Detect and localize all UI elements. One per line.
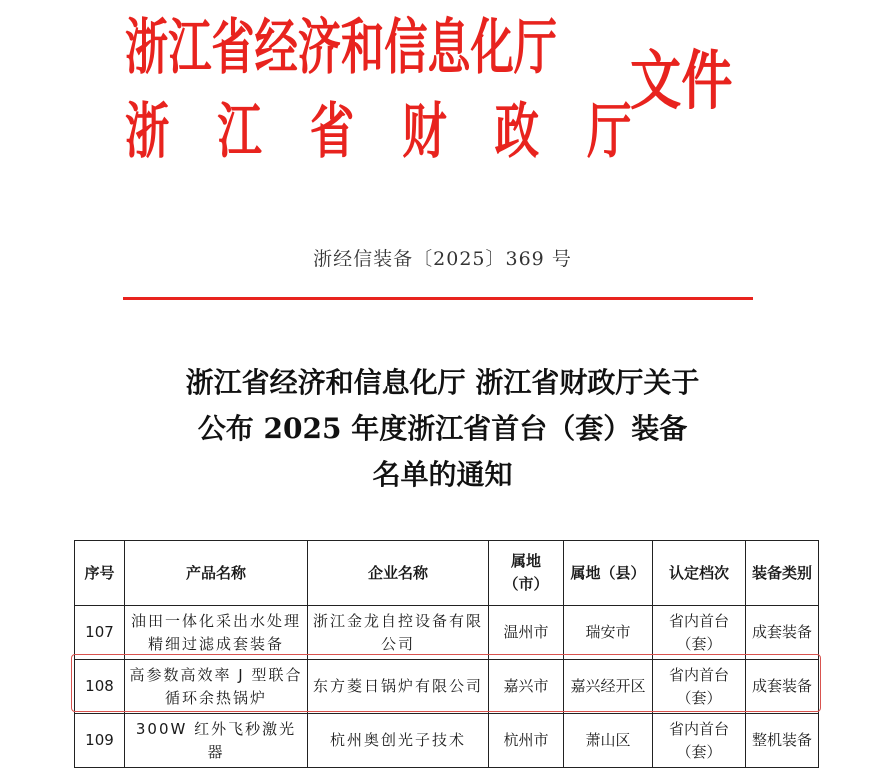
title-line-3: 名单的通知 xyxy=(372,458,513,491)
cell-county: 瑞安市 xyxy=(564,606,653,660)
cell-company: 浙江金龙自控设备有限公司 xyxy=(308,606,489,660)
cell-city: 温州市 xyxy=(489,606,564,660)
cell-category: 成套装备 xyxy=(746,660,819,714)
cell-no: 107 xyxy=(75,606,125,660)
header-county: 属地（县） xyxy=(564,541,653,606)
table-row xyxy=(75,660,819,714)
header-no: 序号 xyxy=(75,541,125,606)
table-header-row xyxy=(75,541,819,606)
cell-city: 杭州市 xyxy=(489,714,564,768)
cell-county: 嘉兴经开区 xyxy=(564,660,653,714)
cell-level: 省内首台（套） xyxy=(653,660,746,714)
issuer-block xyxy=(125,6,648,174)
table-row xyxy=(75,606,819,660)
header-level: 认定档次 xyxy=(653,541,746,606)
header-city: 属地（市） xyxy=(489,541,564,606)
cell-category: 整机装备 xyxy=(746,714,819,768)
cell-city: 嘉兴市 xyxy=(489,660,564,714)
cell-level: 省内首台（套） xyxy=(653,714,746,768)
header-category: 装备类别 xyxy=(746,541,819,606)
equipment-list-table xyxy=(74,540,819,768)
header-company: 企业名称 xyxy=(308,541,489,606)
cell-category: 成套装备 xyxy=(746,606,819,660)
cell-company: 东方菱日锅炉有限公司 xyxy=(308,660,489,714)
cell-no: 108 xyxy=(75,660,125,714)
cell-county: 萧山区 xyxy=(564,714,653,768)
cell-product: 300W 红外飞秒激光器 xyxy=(125,714,308,768)
issuer-economy-dept: 浙江省经济和信息化厅 xyxy=(125,13,557,83)
table-row xyxy=(75,714,819,768)
cell-product: 高参数高效率 J 型联合循环余热锅炉 xyxy=(125,660,308,714)
notice-title xyxy=(0,360,885,498)
title-line-1: 浙江省经济和信息化厅 浙江省财政厅关于 xyxy=(185,366,700,399)
cell-company: 杭州奥创光子技术 xyxy=(308,714,489,768)
title-line-2: 公布 2025 年度浙江省首台（套）装备 xyxy=(197,412,688,445)
cell-level: 省内首台（套） xyxy=(653,606,746,660)
header-product: 产品名称 xyxy=(125,541,308,606)
issuer-finance-dept: 浙 江 省 财 政 厅 xyxy=(125,97,648,167)
cell-no: 109 xyxy=(75,714,125,768)
document-number: 浙经信装备〔2025〕369 号 xyxy=(313,248,572,270)
document-type-label: 文件 xyxy=(630,45,733,119)
red-divider-line xyxy=(123,297,753,300)
cell-product: 油田一体化采出水处理精细过滤成套装备 xyxy=(125,606,308,660)
